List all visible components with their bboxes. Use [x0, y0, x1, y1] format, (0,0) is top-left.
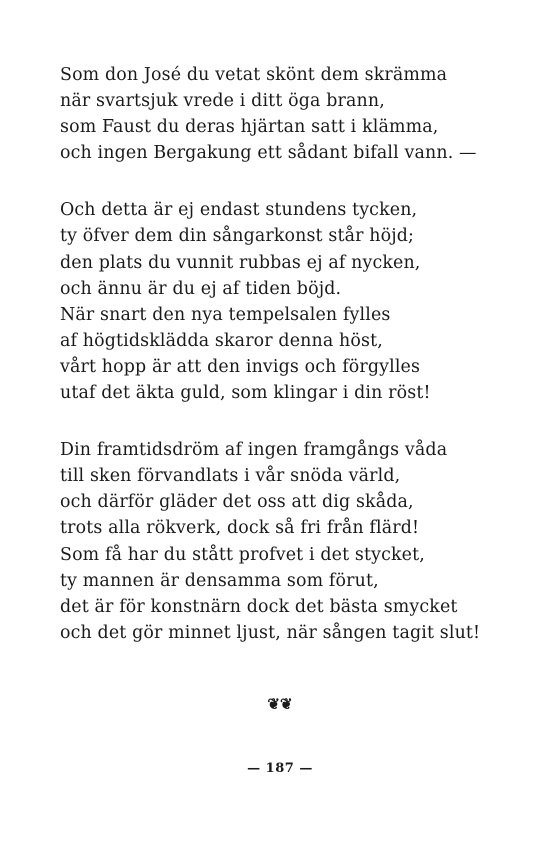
poem-line: När snart den nya tempelsalen fylles — [60, 304, 391, 325]
poem-line: och ännu är du ej af tiden böjd. — [60, 278, 342, 299]
poem-line: som Faust du deras hjärtan satt i klämma, — [60, 117, 439, 138]
poem-line: ty öfver dem din sångarkonst står höjd; — [60, 226, 415, 247]
stanza-3 — [60, 437, 500, 646]
poem-line: Som få har du stått profvet i det stycket, — [60, 544, 425, 565]
poem-line: och därför gläder det oss att dig skåda, — [60, 492, 414, 513]
poem-line: och det gör minnet ljust, när sången tagit slut! — [60, 622, 481, 643]
page-number: — 187 — — [247, 761, 313, 776]
poem-line: Din framtidsdröm af ingen framgångs våda — [60, 440, 448, 461]
poem-line: den plats du vunnit rubbas ej af nycken, — [60, 252, 421, 273]
poem-line: af högtidsklädda skaror denna höst, — [60, 330, 383, 351]
poem-line: Och detta är ej endast stundens tycken, — [60, 200, 418, 221]
poem-line: det är för konstnärn dock det bästa smycket — [60, 596, 458, 617]
poem-line: när svartsjuk vrede i ditt öga brann, — [60, 91, 385, 112]
poem-line: ty mannen är densamma som förut, — [60, 570, 379, 591]
stanza-2 — [60, 197, 500, 406]
poem-line: vårt hopp är att den invigs och förgylles — [60, 356, 421, 377]
poem-line: Som don José du vetat skönt dem skrämma — [60, 65, 448, 85]
stanza-1 — [60, 62, 500, 166]
poem-line: och ingen Bergakung ett sådant bifall vann. — — [60, 143, 477, 164]
fleuron-ornament-icon: ❦❦ — [267, 695, 293, 713]
poem-line: trots alla rökverk, dock så fri från flärd! — [60, 518, 420, 539]
poem — [60, 62, 500, 646]
poem-line: till sken förvandlats i vår snöda värld, — [60, 466, 401, 487]
poem-line: utaf det äkta guld, som klingar i din röst! — [60, 383, 431, 404]
